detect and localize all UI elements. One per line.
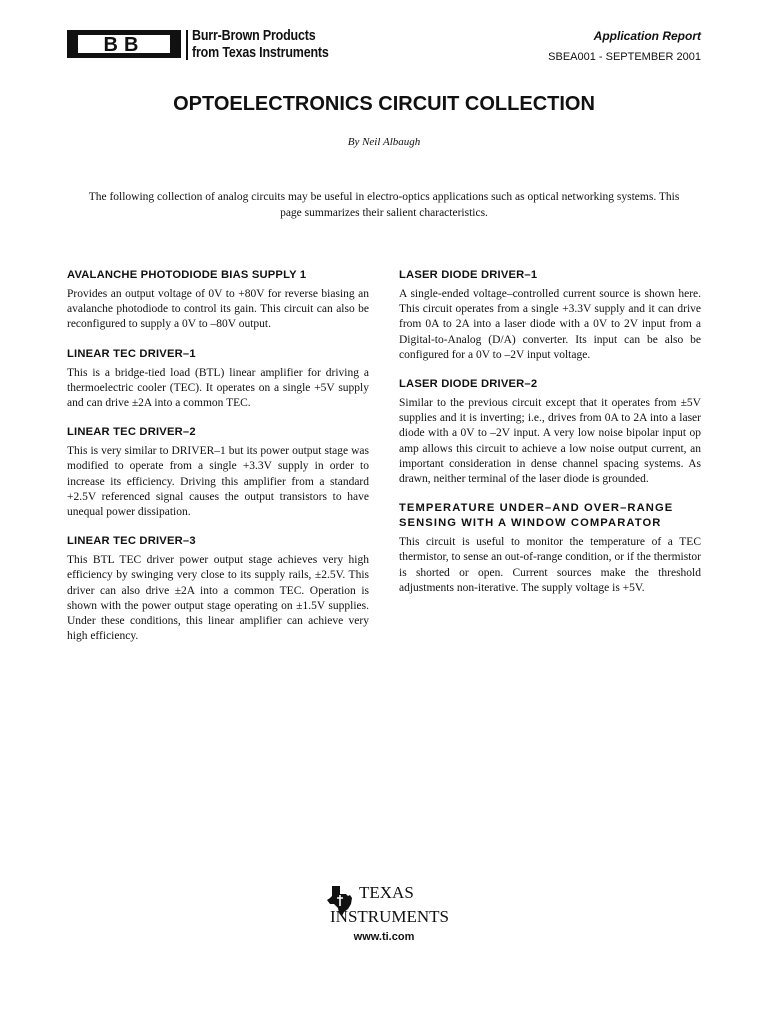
section-linear-tec-driver-2 <box>67 425 369 520</box>
texas-instruments-logo <box>326 882 454 926</box>
right-column <box>399 268 701 610</box>
website-url: www.ti.com <box>353 931 415 943</box>
document-id: SBEA001 - SEPTEMBER 2001 <box>548 51 701 63</box>
section-body: A single-ended voltage–controlled current source is shown here. This circuit operates from a single +3.3V supply and it can drive from 0A to 2A into a laser diode with a 0V to 2V input from a Digital-to-Analog (D/A) converter. Its input can be also be configured for a 0V to –2V input voltage. <box>399 288 701 361</box>
section-heading: LASER DIODE DRIVER–2 <box>399 378 538 391</box>
section-linear-tec-driver-3 <box>67 534 369 644</box>
logo-divider <box>186 30 188 60</box>
page-title: OPTOELECTRONICS CIRCUIT COLLECTION <box>173 93 595 115</box>
section-heading: LASER DIODE DRIVER–1 <box>399 269 538 281</box>
section-linear-tec-driver-1 <box>67 347 369 412</box>
section-body: This is very similar to DRIVER–1 but its power output stage was modified to operate from a single +3.3V supply in order to increase its efficiency. Driving this amplifier from a standard +2.5V referenced signal causes the output transistors to have unequal power dissipation. <box>67 445 369 519</box>
section-heading: LINEAR TEC DRIVER–2 <box>67 426 196 439</box>
brand-line-1: Burr-Brown Products <box>192 28 316 44</box>
section-avalanche-photodiode <box>67 268 369 333</box>
left-column <box>67 268 369 658</box>
section-laser-diode-driver-2 <box>399 377 701 487</box>
section-heading: TEMPERATURE UNDER–AND OVER–RANGE SENSING WITH A WINDOW COMPARATOR <box>399 502 674 530</box>
section-body: This is a bridge-tied load (BTL) linear amplifier for driving a thermoelectric cooler (TEC). It operates on a single +5V supply and can drive ±2A into a common TEC. <box>67 366 369 410</box>
ti-logo-line-1: TEXAS <box>359 883 414 902</box>
section-body: Similar to the previous circuit except that it operates from ±5V supplies and it is inverting; i.e., drives from 0A to 2A into a laser diode with a 0V to –2V input. A very low noise bipolar input op amp allows this circuit to achieve a low noise output current, an important consideration in dense channel spacing systems. As drawn, neither terminal of the laser diode is grounded. <box>399 397 701 486</box>
burr-brown-logo <box>67 30 181 58</box>
ti-logo-line-2: INSTRUMENTS <box>330 907 450 926</box>
section-heading: LINEAR TEC DRIVER–1 <box>67 347 196 360</box>
report-type: Application Report <box>593 29 701 43</box>
section-body: This circuit is useful to monitor the temperature of a TEC thermistor, to sense an out-of-range condition, or if the thermistor is shorted or open. Current sources make the threshold adjustments non-iterative. The supply voltage is +5V. <box>399 536 701 594</box>
section-window-comparator <box>399 501 701 596</box>
intro-paragraph: The following collection of analog circuits may be useful in electro-optics applications such as optical networking systems. This page summarizes their salient characteristics. <box>88 191 680 219</box>
brand-line-2: from Texas Instruments <box>192 45 329 61</box>
author-byline: By Neil Albaugh <box>347 136 421 148</box>
brand-name <box>192 28 329 62</box>
section-heading: LINEAR TEC DRIVER–3 <box>67 535 196 548</box>
section-heading: AVALANCHE PHOTODIODE BIAS SUPPLY 1 <box>67 269 307 281</box>
bb-logo-text: BB <box>103 34 145 56</box>
section-body: Provides an output voltage of 0V to +80V for reverse biasing an avalanche photodiode to control its gain. This circuit can also be reconfigured to supply a 0V to –80V output. <box>67 288 369 331</box>
section-body: This BTL TEC driver power output stage achieves very high efficiency by swinging very close to its supply rails, ±2.5V. This driver can also drive ±2A into a common TEC. Operation is shown with the power output stage operating on ±1.5V supplies. Under these conditions, this linear amplifier can achieve very high efficiency. <box>67 554 369 643</box>
section-laser-diode-driver-1 <box>399 268 701 363</box>
